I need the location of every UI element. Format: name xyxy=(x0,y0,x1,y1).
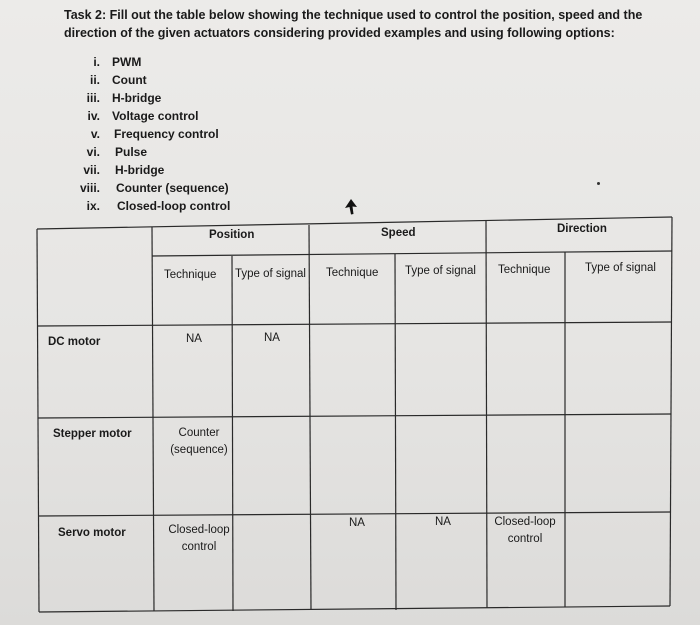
option-label: Pulse xyxy=(115,145,148,159)
option-label: Count xyxy=(112,73,147,87)
servo-motor-speed-signal: NA xyxy=(435,516,451,528)
subheader-position-technique: Technique xyxy=(164,269,217,281)
task-instructions: Task 2: Fill out the table below showing the technique used to control the position, speed and the direction of the given actuators considering provided examples and using following options: xyxy=(64,8,643,40)
option-label: Counter (sequence) xyxy=(116,181,229,195)
option-label: PWM xyxy=(112,55,142,69)
option-label: H-bridge xyxy=(112,91,162,105)
header-position: Position xyxy=(209,229,255,241)
option-label: H-bridge xyxy=(115,163,165,177)
header-speed: Speed xyxy=(381,227,416,239)
subheader-direction-signal: Type of signal xyxy=(585,262,656,274)
option-label: Voltage control xyxy=(112,109,199,123)
option-number: vi. xyxy=(86,145,100,159)
stepper-motor-position-technique: Counter (sequence) xyxy=(170,427,228,456)
option-label: Closed-loop control xyxy=(117,199,231,213)
option-number: v. xyxy=(90,127,100,141)
option-number: i. xyxy=(93,55,100,69)
option-label: Frequency control xyxy=(114,127,219,141)
option-number: viii. xyxy=(79,181,100,195)
servo-motor-direction-technique: Closed-loop control xyxy=(494,516,556,545)
row-label-stepper-motor: Stepper motor xyxy=(53,428,132,440)
subheader-direction-technique: Technique xyxy=(498,264,551,276)
servo-motor-speed-technique: NA xyxy=(349,517,365,529)
row-label-dc-motor: DC motor xyxy=(48,336,101,348)
option-number: ii. xyxy=(89,73,100,87)
subheader-position-signal: Type of signal xyxy=(235,268,306,280)
subheader-speed-technique: Technique xyxy=(326,267,379,279)
option-number: iv. xyxy=(87,109,100,123)
option-number: ix. xyxy=(86,199,100,213)
row-label-servo-motor: Servo motor xyxy=(58,527,126,539)
option-number: vii. xyxy=(83,163,100,177)
dc-motor-position-technique: NA xyxy=(186,333,202,345)
servo-motor-position-technique: Closed-loop control xyxy=(168,524,230,553)
subheader-speed-signal: Type of signal xyxy=(405,265,476,277)
header-direction: Direction xyxy=(557,223,607,235)
dc-motor-position-signal: NA xyxy=(264,332,280,344)
option-number: iii. xyxy=(86,91,100,105)
